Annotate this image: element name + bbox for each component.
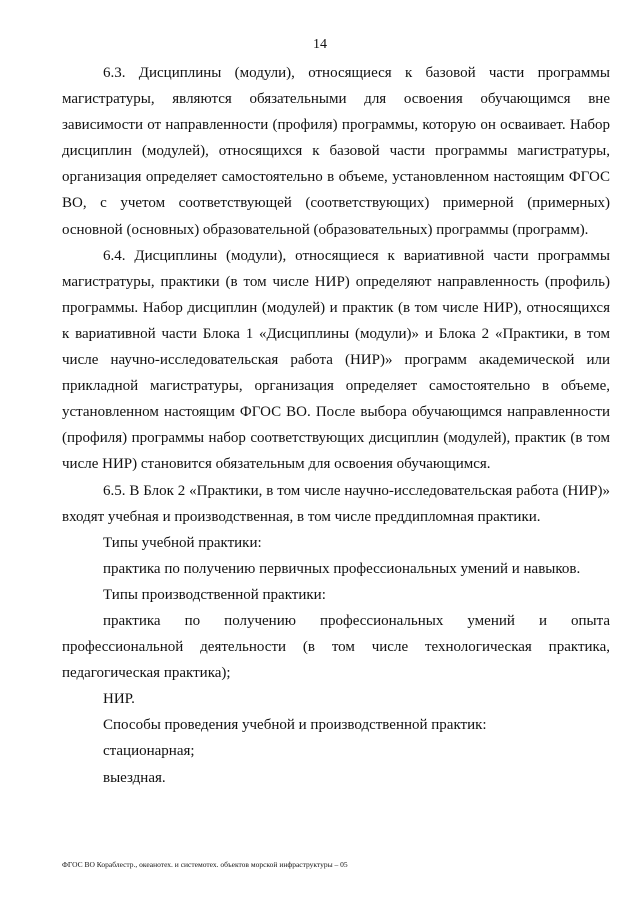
page-number: 14 — [313, 37, 327, 52]
educational-practice-types-heading: Типы учебной практики: — [103, 534, 262, 551]
stationary-method-item: стационарная; — [103, 743, 195, 760]
field-method-item: выездная. — [103, 769, 166, 786]
document-body — [62, 60, 610, 791]
practice-methods-heading: Способы проведения учебной и производственной практик: — [103, 717, 487, 734]
paragraph-6-4: 6.4. Дисциплины (модули), относящиеся к вариативной части программы магистратуры, практики (в том числе НИР) определяют направленность (профиль) программы. Набор дисциплин (модулей) и практик (в том числе НИР), относящихся к вариативной части Блока 1 «Дисциплины (модули)» и Блока 2 «Практики, в том числе научно-исследовательская работа (НИР)» программ академической или прикладной магистратуры, организация определяет самостоятельно в объеме, установленном настоящим ФГОС ВО. После выбора обучающимся направленности (профиля) программы набор соответствующих дисциплин (модулей), практик (в том числе НИР) становится обязательным для освоения обучающимся. — [62, 247, 610, 473]
paragraph-6-5: 6.5. В Блок 2 «Практики, в том числе научно-исследовательская работа (НИР)» входят учебная и производственная, в том числе преддипломная практики. — [62, 482, 610, 525]
paragraph-6-3: 6.3. Дисциплины (модули), относящиеся к базовой части программы магистратуры, являются обязательными для освоения обучающимся вне зависимости от направленности (профиля) программы, которую он осваивает. Набор дисциплин (модулей), относящихся к базовой части программы магистратуры, организация определяет самостоятельно в объеме, установленном настоящим ФГОС ВО, с учетом соответствующей (соответствующих) примерной (примерных) основной (основных) образовательной (образовательных) программы (программ). — [62, 65, 610, 238]
research-work-item: НИР. — [103, 691, 135, 708]
production-practice-types-heading: Типы производственной практики: — [103, 586, 326, 603]
production-practice-item: практика по получению профессиональных умений и опыта профессиональной деятельности (в том числе технологическая практика, педагогическая практика); — [62, 612, 610, 682]
educational-practice-item: практика по получению первичных профессиональных умений и навыков. — [103, 560, 581, 577]
page-footer: ФГОС ВО Кораблестр., океанотех. и системотех. объектов морской инфраструктуры – 05 — [62, 860, 348, 869]
